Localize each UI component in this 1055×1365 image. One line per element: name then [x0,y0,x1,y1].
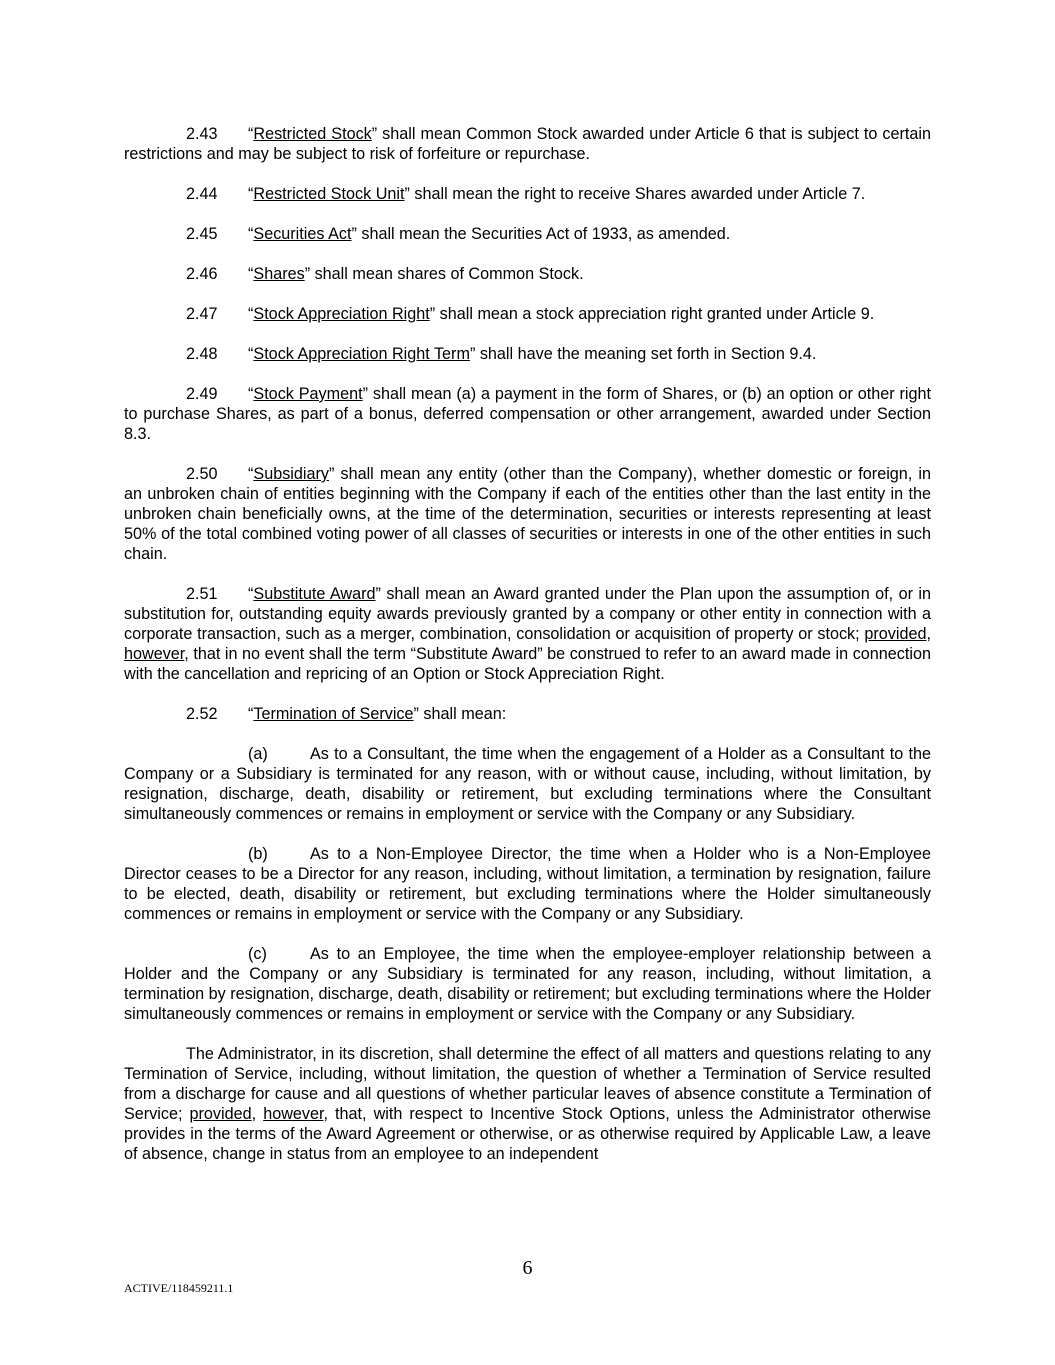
open-quote: “ [248,465,254,483]
sub-item-b [124,844,931,924]
open-quote: “ [248,265,254,283]
sub-item-text: As to a Consultant, the time when the engagement of a Holder as a Consultant to the Company or a Subsidiary is terminated for any reason, with or without cause, including, without limitation, by resignation, discharge, death, disability or retirement, but excluding terminations where the Consultant simultaneously commences or remains in employment or service with the Company or any Subsidiary. [124,745,931,823]
defined-term: Subsidiary [253,465,329,483]
provided-term: provided [189,1105,252,1123]
definition-2-50 [124,464,931,564]
section-number: 2.46 [186,265,218,283]
defined-term: Shares [253,265,305,283]
sub-item-text: As to an Employee, the time when the employee-employer relationship between a Holder and the Company or any Subsidiary is terminated for any reason, including, without limitation, a termination by resignation, discharge, death, disability or retirement; but excluding terminations where the Holder simultaneously commences or remains in employment or service with the Company or any Subsidiary. [124,945,931,1023]
page-number: 6 [522,1257,533,1279]
closing-text: The Administrator, in its discretion, shall determine the effect of all matters and questions relating to any Termination of Service, including, without limitation, the question of whether a Termination of Service resulted from a discharge for cause and all questions of whether particular leaves of absence constitute a Termination of Service; [124,1045,931,1123]
definition-2-51 [124,584,931,684]
open-quote: “ [248,185,254,203]
defined-term: Restricted Stock Unit [253,185,405,203]
defined-term: Substitute Award [253,585,376,603]
section-number: 2.49 [186,385,218,403]
section-number: 2.50 [186,465,218,483]
document-body [124,124,931,1184]
definition-2-43 [124,124,931,164]
definition-2-46 [124,264,931,284]
sub-item-a [124,744,931,824]
section-number: 2.47 [186,305,218,323]
definition-2-44 [124,184,931,204]
definition-text: ” shall mean the Securities Act of 1933, as amended. [351,225,731,243]
definition-2-45 [124,224,931,244]
sub-item-text: As to a Non-Employee Director, the time when a Holder who is a Non-Employee Director ceases to be a Director for any reason, including, without limitation, a termination by resignation, failure to be elected, death, disability or retirement, but excluding terminations where the Holder simultaneously commences or remains in employment or service with the Company or any Subsidiary. [124,845,931,923]
definition-text: ” shall have the meaning set forth in Section 9.4. [469,345,817,363]
definition-text: ” shall mean shares of Common Stock. [304,265,584,283]
defined-term: Termination of Service [253,705,414,723]
definition-text: ” shall mean any entity (other than the Company), whether domestic or foreign, in an unbroken chain of entities beginning with the Company if each of the entities other than the last entity in the unbroken chain beneficially owns, at the time of the determination, securities or interests representing at least 50% of the total combined voting power of all classes of securities or interests in one of the other entities in such chain. [124,465,931,563]
section-number: 2.52 [186,705,218,723]
closing-text-continued: , that, with respect to Incentive Stock Options, unless the Administrator otherwise provides in the terms of the Award Agreement or otherwise, or as otherwise required by Applicable Law, a leave of absence, change in status from an employee to an independent [124,1105,931,1163]
closing-paragraph [124,1044,931,1164]
open-quote: “ [248,345,254,363]
definition-text-continued: , that in no event shall the term “Substitute Award” be construed to refer to an award made in connection with the cancellation and repricing of an Option or Stock Appreciation Right. [124,645,931,683]
definition-text: ” shall mean (a) a payment in the form of Shares, or (b) an option or other right to purchase Shares, as part of a bonus, deferred compensation or other arrangement, awarded under Section 8.3. [124,385,931,443]
section-number: 2.45 [186,225,218,243]
separator: , [251,1105,264,1123]
definition-text: ” shall mean Common Stock awarded under Article 6 that is subject to certain restrictions and may be subject to risk of forfeiture or repurchase. [124,125,931,163]
defined-term: Stock Appreciation Right [253,305,430,323]
defined-term: Stock Appreciation Right Term [253,345,470,363]
sub-item-label: (c) [248,945,267,963]
sub-item-c [124,944,931,1024]
section-number: 2.51 [186,585,218,603]
definition-2-49 [124,384,931,444]
provided-term: provided [864,625,927,643]
section-number: 2.43 [186,125,218,143]
defined-term: Restricted Stock [253,125,372,143]
document-id: ACTIVE/118459211.1 [124,1281,234,1295]
defined-term: Securities Act [253,225,352,243]
definition-2-52 [124,704,931,724]
open-quote: “ [248,705,254,723]
however-term: however [124,645,185,663]
sub-item-label: (a) [248,745,268,763]
defined-term: Stock Payment [253,385,363,403]
definition-text: ” shall mean a stock appreciation right granted under Article 9. [429,305,875,323]
open-quote: “ [248,305,254,323]
open-quote: “ [248,585,254,603]
definition-text: ” shall mean an Award granted under the Plan upon the assumption of, or in substitution for, outstanding equity awards previously granted by a company or other entity in connection with a corporate transaction, such as a merger, combination, consolidation or acquisition of property or stock; [124,585,931,643]
definition-text: ” shall mean: [413,705,507,723]
section-number: 2.44 [186,185,218,203]
open-quote: “ [248,225,254,243]
open-quote: “ [248,385,254,403]
separator: , [926,625,931,643]
however-term: however [263,1105,324,1123]
sub-item-label: (b) [248,845,268,863]
section-number: 2.48 [186,345,218,363]
definition-text: ” shall mean the right to receive Shares awarded under Article 7. [404,185,866,203]
definition-2-48 [124,344,931,364]
open-quote: “ [248,125,254,143]
definition-2-47 [124,304,931,324]
